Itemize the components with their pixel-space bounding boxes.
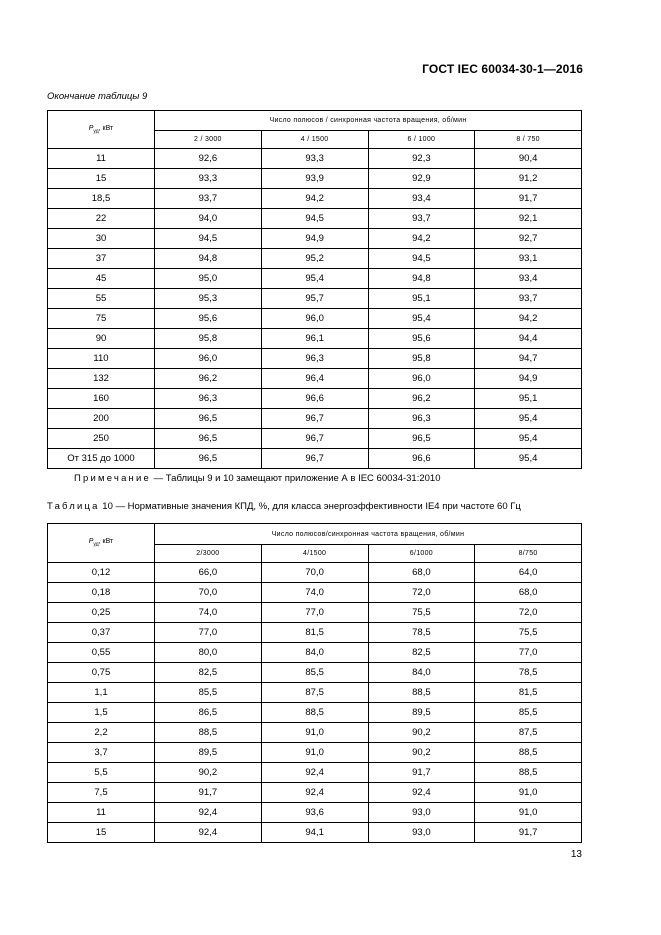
efficiency-cell: 77,0 bbox=[261, 603, 368, 623]
efficiency-cell: 96,3 bbox=[261, 349, 368, 369]
efficiency-cell: 93,0 bbox=[368, 803, 475, 823]
efficiency-cell: 74,0 bbox=[155, 603, 262, 623]
caption-label: Таблица bbox=[47, 501, 100, 512]
efficiency-cell: 95,8 bbox=[155, 329, 262, 349]
efficiency-cell: 90,2 bbox=[368, 743, 475, 763]
efficiency-cell: 95,4 bbox=[475, 409, 582, 429]
column-header: 6 / 1000 bbox=[368, 131, 475, 149]
efficiency-cell: 92,1 bbox=[475, 209, 582, 229]
efficiency-cell: 70,0 bbox=[261, 563, 368, 583]
efficiency-cell: 96,6 bbox=[261, 389, 368, 409]
power-column-header: $P_{уд}$, кВт bbox=[48, 111, 155, 149]
efficiency-cell: 77,0 bbox=[475, 643, 582, 663]
power-cell: 250 bbox=[48, 429, 155, 449]
column-header: 2/3000 bbox=[155, 545, 262, 563]
table-row bbox=[48, 429, 582, 449]
page-number: 13 bbox=[570, 849, 582, 860]
efficiency-cell: 88,5 bbox=[475, 743, 582, 763]
efficiency-cell: 84,0 bbox=[368, 663, 475, 683]
efficiency-cell: 93,4 bbox=[475, 269, 582, 289]
table-row bbox=[48, 369, 582, 389]
efficiency-cell: 90,2 bbox=[368, 723, 475, 743]
efficiency-cell: 72,0 bbox=[368, 583, 475, 603]
efficiency-cell: 91,0 bbox=[475, 803, 582, 823]
efficiency-cell: 95,8 bbox=[368, 349, 475, 369]
efficiency-cell: 75,5 bbox=[475, 623, 582, 643]
power-cell: 15 bbox=[48, 169, 155, 189]
efficiency-cell: 92,4 bbox=[261, 783, 368, 803]
efficiency-cell: 95,2 bbox=[261, 249, 368, 269]
power-cell: От 315 до 1000 bbox=[48, 449, 155, 469]
power-cell: 37 bbox=[48, 249, 155, 269]
efficiency-cell: 90,2 bbox=[155, 763, 262, 783]
efficiency-cell: 85,5 bbox=[261, 663, 368, 683]
table-row bbox=[48, 269, 582, 289]
efficiency-cell: 92,9 bbox=[368, 169, 475, 189]
efficiency-cell: 96,5 bbox=[155, 429, 262, 449]
efficiency-cell: 91,2 bbox=[475, 169, 582, 189]
table-10-caption bbox=[47, 501, 521, 512]
efficiency-cell: 93,3 bbox=[261, 149, 368, 169]
efficiency-cell: 96,7 bbox=[261, 449, 368, 469]
table-row bbox=[48, 663, 582, 683]
power-cell: 3,7 bbox=[48, 743, 155, 763]
efficiency-cell: 90,4 bbox=[475, 149, 582, 169]
table-row bbox=[48, 563, 582, 583]
power-cell: 18,5 bbox=[48, 189, 155, 209]
power-cell: 0,55 bbox=[48, 643, 155, 663]
efficiency-cell: 91,7 bbox=[155, 783, 262, 803]
column-header: 2 / 3000 bbox=[155, 131, 262, 149]
table-row bbox=[48, 763, 582, 783]
efficiency-cell: 89,5 bbox=[155, 743, 262, 763]
efficiency-cell: 68,0 bbox=[475, 583, 582, 603]
table-row bbox=[48, 803, 582, 823]
efficiency-cell: 92,4 bbox=[368, 783, 475, 803]
table-row bbox=[48, 169, 582, 189]
power-cell: 55 bbox=[48, 289, 155, 309]
efficiency-cell: 94,2 bbox=[368, 229, 475, 249]
efficiency-cell: 96,5 bbox=[155, 409, 262, 429]
efficiency-cell: 88,5 bbox=[368, 683, 475, 703]
column-header: 4/1500 bbox=[261, 545, 368, 563]
efficiency-cell: 96,2 bbox=[155, 369, 262, 389]
efficiency-cell: 78,5 bbox=[475, 663, 582, 683]
table-row bbox=[48, 189, 582, 209]
table-10-body bbox=[48, 563, 582, 843]
efficiency-cell: 94,7 bbox=[475, 349, 582, 369]
efficiency-cell: 64,0 bbox=[475, 563, 582, 583]
efficiency-cell: 87,5 bbox=[261, 683, 368, 703]
efficiency-cell: 93,3 bbox=[155, 169, 262, 189]
efficiency-cell: 94,5 bbox=[368, 249, 475, 269]
efficiency-cell: 96,7 bbox=[261, 429, 368, 449]
efficiency-cell: 70,0 bbox=[155, 583, 262, 603]
power-cell: 110 bbox=[48, 349, 155, 369]
efficiency-cell: 94,0 bbox=[155, 209, 262, 229]
efficiency-cell: 96,0 bbox=[261, 309, 368, 329]
table-9 bbox=[47, 110, 582, 469]
table-row bbox=[48, 743, 582, 763]
efficiency-cell: 93,1 bbox=[475, 249, 582, 269]
efficiency-cell: 94,2 bbox=[475, 309, 582, 329]
efficiency-cell: 89,5 bbox=[368, 703, 475, 723]
table-row bbox=[48, 349, 582, 369]
efficiency-cell: 95,4 bbox=[368, 309, 475, 329]
table-row bbox=[48, 329, 582, 349]
efficiency-cell: 81,5 bbox=[261, 623, 368, 643]
column-header: 6/1000 bbox=[368, 545, 475, 563]
table-row bbox=[48, 603, 582, 623]
speed-group-header: Число полюсов / синхронная частота вращения, об/мин bbox=[155, 111, 582, 131]
efficiency-cell: 95,7 bbox=[261, 289, 368, 309]
power-cell: 0,75 bbox=[48, 663, 155, 683]
efficiency-cell: 85,5 bbox=[475, 703, 582, 723]
power-cell: 5,5 bbox=[48, 763, 155, 783]
power-cell: 1,5 bbox=[48, 703, 155, 723]
efficiency-cell: 82,5 bbox=[368, 643, 475, 663]
power-cell: 0,18 bbox=[48, 583, 155, 603]
efficiency-cell: 84,0 bbox=[261, 643, 368, 663]
power-cell: 0,12 bbox=[48, 563, 155, 583]
efficiency-cell: 94,1 bbox=[261, 823, 368, 843]
efficiency-cell: 96,1 bbox=[261, 329, 368, 349]
efficiency-cell: 93,7 bbox=[155, 189, 262, 209]
efficiency-cell: 91,7 bbox=[475, 189, 582, 209]
efficiency-cell: 74,0 bbox=[261, 583, 368, 603]
efficiency-cell: 95,4 bbox=[475, 449, 582, 469]
power-column-header: $P_{уд}$, кВт bbox=[48, 524, 155, 563]
efficiency-cell: 66,0 bbox=[155, 563, 262, 583]
power-cell: 22 bbox=[48, 209, 155, 229]
efficiency-cell: 86,5 bbox=[155, 703, 262, 723]
efficiency-cell: 92,3 bbox=[368, 149, 475, 169]
table-9-body bbox=[48, 149, 582, 469]
table-row bbox=[48, 643, 582, 663]
table-row bbox=[48, 389, 582, 409]
efficiency-cell: 77,0 bbox=[155, 623, 262, 643]
efficiency-cell: 94,9 bbox=[261, 229, 368, 249]
efficiency-cell: 96,6 bbox=[368, 449, 475, 469]
power-cell: 90 bbox=[48, 329, 155, 349]
efficiency-cell: 88,5 bbox=[475, 763, 582, 783]
power-cell: 45 bbox=[48, 269, 155, 289]
power-cell: 15 bbox=[48, 823, 155, 843]
table-row bbox=[48, 309, 582, 329]
table-row bbox=[48, 149, 582, 169]
efficiency-cell: 91,7 bbox=[368, 763, 475, 783]
efficiency-cell: 85,5 bbox=[155, 683, 262, 703]
speed-group-header: Число полюсов/синхронная частота вращения, об/мин bbox=[155, 524, 582, 545]
efficiency-cell: 96,3 bbox=[155, 389, 262, 409]
efficiency-cell: 94,4 bbox=[475, 329, 582, 349]
table-row bbox=[48, 249, 582, 269]
table-row bbox=[48, 409, 582, 429]
efficiency-cell: 96,7 bbox=[261, 409, 368, 429]
table-row bbox=[48, 783, 582, 803]
efficiency-cell: 95,6 bbox=[155, 309, 262, 329]
power-cell: 1,1 bbox=[48, 683, 155, 703]
note-text: — Таблицы 9 и 10 замещают приложение А в IEC 60034-31:2010 bbox=[151, 473, 441, 484]
efficiency-cell: 92,4 bbox=[155, 823, 262, 843]
table-row bbox=[48, 449, 582, 469]
power-cell: 160 bbox=[48, 389, 155, 409]
efficiency-cell: 92,4 bbox=[261, 763, 368, 783]
efficiency-cell: 96,5 bbox=[368, 429, 475, 449]
table-note bbox=[74, 473, 440, 484]
efficiency-cell: 95,0 bbox=[155, 269, 262, 289]
power-cell: 0,37 bbox=[48, 623, 155, 643]
table-row bbox=[48, 723, 582, 743]
efficiency-cell: 96,5 bbox=[155, 449, 262, 469]
efficiency-cell: 91,0 bbox=[475, 783, 582, 803]
efficiency-cell: 93,0 bbox=[368, 823, 475, 843]
efficiency-cell: 96,4 bbox=[261, 369, 368, 389]
efficiency-cell: 93,6 bbox=[261, 803, 368, 823]
efficiency-cell: 96,0 bbox=[155, 349, 262, 369]
efficiency-cell: 93,7 bbox=[368, 209, 475, 229]
note-label: Примечание bbox=[74, 473, 151, 484]
column-header: 8 / 750 bbox=[475, 131, 582, 149]
efficiency-cell: 95,4 bbox=[475, 429, 582, 449]
power-cell: 2,2 bbox=[48, 723, 155, 743]
efficiency-cell: 80,0 bbox=[155, 643, 262, 663]
efficiency-cell: 92,7 bbox=[475, 229, 582, 249]
power-cell: 200 bbox=[48, 409, 155, 429]
efficiency-cell: 68,0 bbox=[368, 563, 475, 583]
efficiency-cell: 94,5 bbox=[261, 209, 368, 229]
efficiency-cell: 95,1 bbox=[368, 289, 475, 309]
table-row bbox=[48, 703, 582, 723]
table-10 bbox=[47, 523, 582, 843]
efficiency-cell: 92,4 bbox=[155, 803, 262, 823]
power-cell: 75 bbox=[48, 309, 155, 329]
efficiency-cell: 94,2 bbox=[261, 189, 368, 209]
efficiency-cell: 96,0 bbox=[368, 369, 475, 389]
table-row bbox=[48, 209, 582, 229]
efficiency-cell: 95,1 bbox=[475, 389, 582, 409]
efficiency-cell: 94,8 bbox=[368, 269, 475, 289]
efficiency-cell: 81,5 bbox=[475, 683, 582, 703]
efficiency-cell: 93,4 bbox=[368, 189, 475, 209]
efficiency-cell: 94,8 bbox=[155, 249, 262, 269]
efficiency-cell: 72,0 bbox=[475, 603, 582, 623]
table-row bbox=[48, 229, 582, 249]
efficiency-cell: 91,0 bbox=[261, 723, 368, 743]
efficiency-cell: 95,6 bbox=[368, 329, 475, 349]
table-row bbox=[48, 289, 582, 309]
efficiency-cell: 94,5 bbox=[155, 229, 262, 249]
table-row bbox=[48, 583, 582, 603]
document-header: ГОСТ IEC 60034-30-1—2016 bbox=[422, 62, 583, 76]
column-header: 4 / 1500 bbox=[261, 131, 368, 149]
efficiency-cell: 96,2 bbox=[368, 389, 475, 409]
efficiency-cell: 95,3 bbox=[155, 289, 262, 309]
efficiency-cell: 88,5 bbox=[155, 723, 262, 743]
table-row bbox=[48, 683, 582, 703]
power-cell: 11 bbox=[48, 803, 155, 823]
efficiency-cell: 94,9 bbox=[475, 369, 582, 389]
power-cell: 30 bbox=[48, 229, 155, 249]
efficiency-cell: 91,7 bbox=[475, 823, 582, 843]
power-cell: 11 bbox=[48, 149, 155, 169]
table-row bbox=[48, 623, 582, 643]
efficiency-cell: 88,5 bbox=[261, 703, 368, 723]
power-cell: 0,25 bbox=[48, 603, 155, 623]
efficiency-cell: 93,7 bbox=[475, 289, 582, 309]
table-row bbox=[48, 823, 582, 843]
efficiency-cell: 95,4 bbox=[261, 269, 368, 289]
efficiency-cell: 96,3 bbox=[368, 409, 475, 429]
efficiency-cell: 78,5 bbox=[368, 623, 475, 643]
power-cell: 7,5 bbox=[48, 783, 155, 803]
efficiency-cell: 75,5 bbox=[368, 603, 475, 623]
efficiency-cell: 87,5 bbox=[475, 723, 582, 743]
caption-text: 10 — Нормативные значения КПД, %, для класса энергоэффективности IE4 при частоте 60 Гц bbox=[99, 501, 521, 512]
efficiency-cell: 82,5 bbox=[155, 663, 262, 683]
table-9-caption: Окончание таблицы 9 bbox=[47, 91, 148, 102]
efficiency-cell: 92,6 bbox=[155, 149, 262, 169]
efficiency-cell: 93,9 bbox=[261, 169, 368, 189]
column-header: 8/750 bbox=[475, 545, 582, 563]
power-cell: 132 bbox=[48, 369, 155, 389]
efficiency-cell: 91,0 bbox=[261, 743, 368, 763]
